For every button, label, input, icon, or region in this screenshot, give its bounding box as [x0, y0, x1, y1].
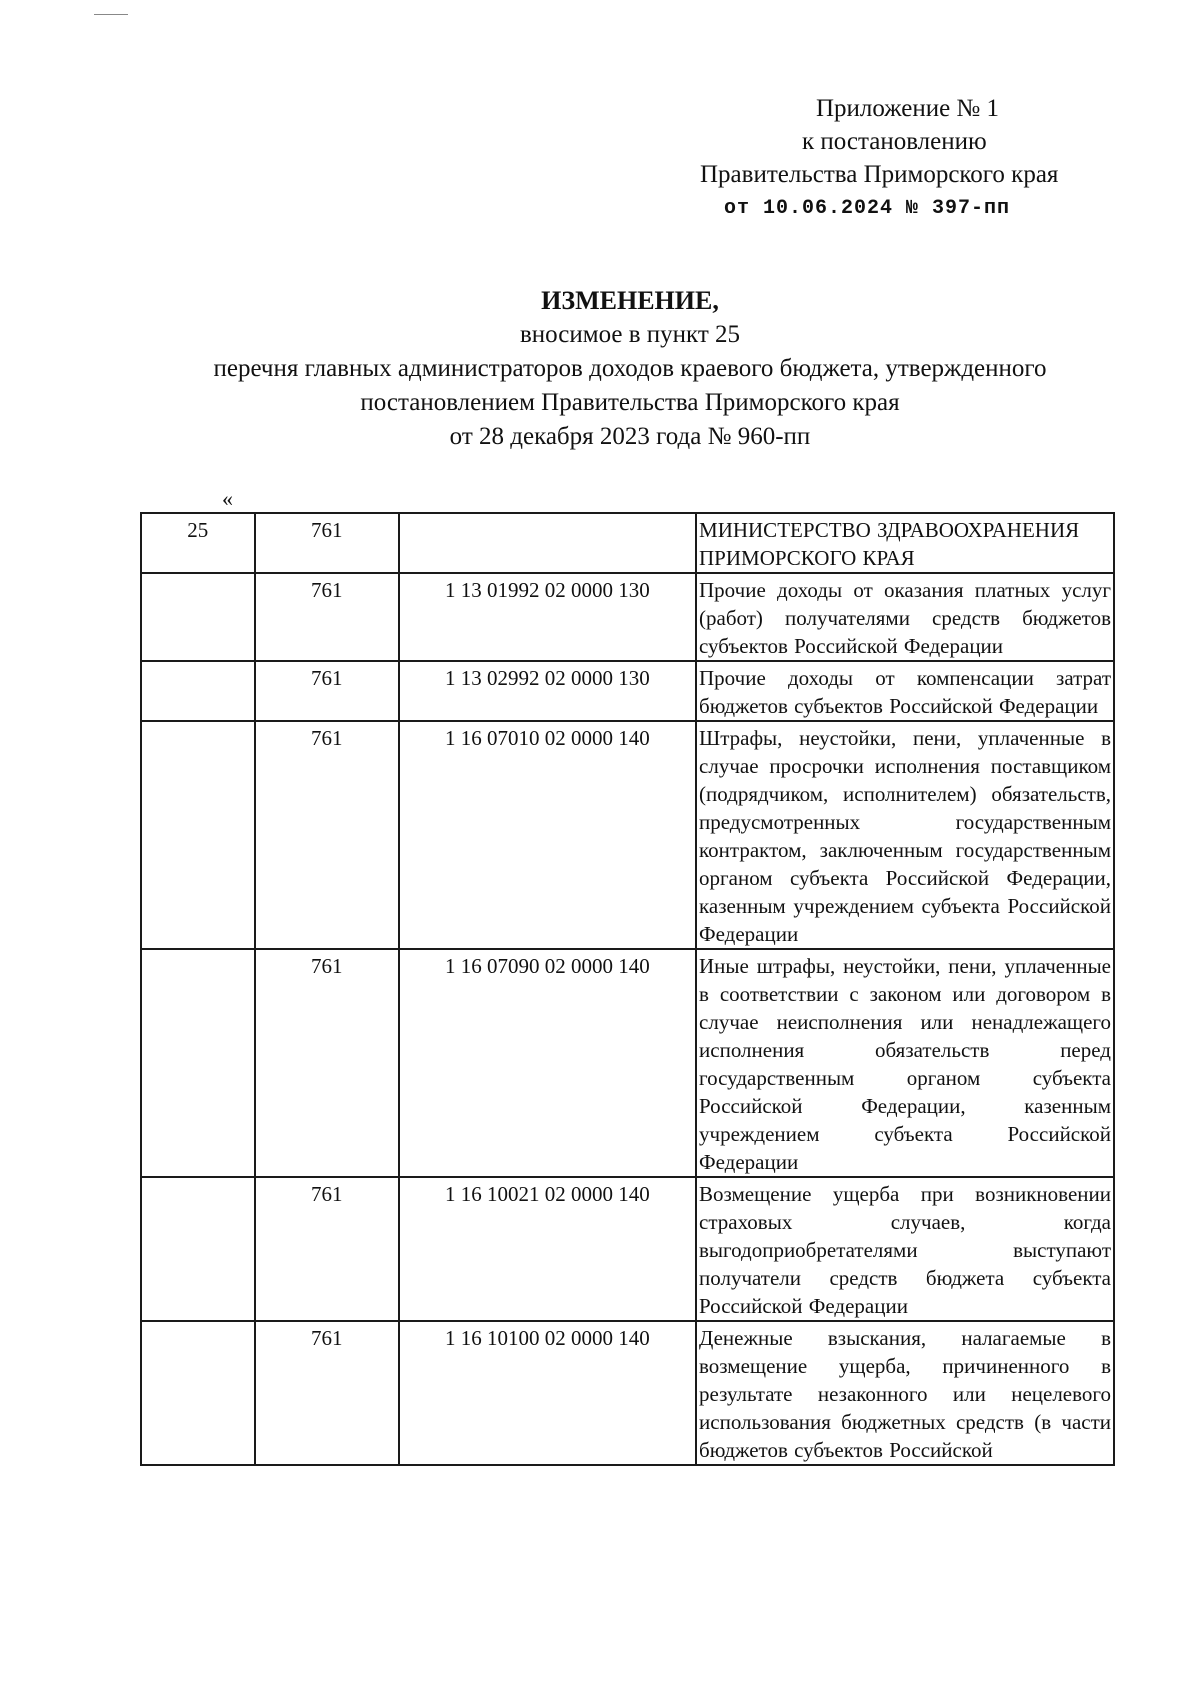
admin-code-cell: 761	[255, 1321, 399, 1465]
heading-line-2: вносимое в пункт 25	[519, 321, 741, 348]
admin-code-cell: 761	[255, 661, 399, 721]
revenue-code-cell: 1 16 10021 02 0000 140	[399, 1177, 696, 1321]
admin-code-cell: 761	[255, 949, 399, 1177]
revenue-code-cell: 1 16 07090 02 0000 140	[399, 949, 696, 1177]
appendix-block	[700, 92, 1120, 225]
scan-mark	[94, 14, 128, 15]
row-number-cell: 25	[141, 513, 255, 573]
revenue-code-cell: 1 16 10100 02 0000 140	[399, 1321, 696, 1465]
heading-line-3: перечня главных администраторов доходов краевого бюджета, утвержденного	[213, 355, 1047, 382]
admin-code-cell: 761	[255, 1177, 399, 1321]
table-row	[141, 721, 1114, 949]
revenue-table	[140, 512, 1115, 1466]
appendix-line-2: к постановлению	[802, 128, 987, 155]
admin-code-cell: 761	[255, 513, 399, 573]
table-row	[141, 1321, 1114, 1465]
row-number-cell	[141, 1177, 255, 1321]
heading-line-4: постановлением Правительства Приморского края	[360, 389, 900, 416]
table-row	[141, 573, 1114, 661]
revenue-code-cell: 1 13 01992 02 0000 130	[399, 573, 696, 661]
heading-title: ИЗМЕНЕНИЕ,	[541, 286, 719, 315]
table-row	[141, 661, 1114, 721]
appendix-line-1: Приложение № 1	[816, 95, 1000, 122]
row-number-cell	[141, 949, 255, 1177]
row-number-cell	[141, 1321, 255, 1465]
document-heading	[100, 284, 1160, 454]
revenue-name-cell: Штрафы, неустойки, пени, уплаченные в случае просрочки исполнения поставщиком (подрядчиком, исполнителем) обязательств, предусмотренных государственным контрактом, заключенным государственным органом субъекта Российской Федерации, казенным учреждением субъекта Российской Федерации	[696, 721, 1114, 949]
row-number-cell	[141, 573, 255, 661]
revenue-code-cell: 1 16 07010 02 0000 140	[399, 721, 696, 949]
opening-quote: «	[222, 486, 233, 511]
revenue-name-cell: Иные штрафы, неустойки, пени, уплаченные в соответствии с законом или договором в случае неисполнения или ненадлежащего исполнения обязательств перед государственным органом субъекта Российской Федерации, казенным учреждением субъекта Российской Федерации	[696, 949, 1114, 1177]
appendix-line-3: Правительства Приморского края	[700, 161, 1059, 188]
revenue-code-cell: 1 13 02992 02 0000 130	[399, 661, 696, 721]
revenue-name-cell: Прочие доходы от оказания платных услуг (работ) получателями средств бюджетов субъектов Российской Федерации	[696, 573, 1114, 661]
admin-code-cell: 761	[255, 573, 399, 661]
row-number-cell	[141, 721, 255, 949]
heading-line-5: от 28 декабря 2023 года № 960-пп	[449, 423, 811, 450]
revenue-name-cell: Денежные взыскания, налагаемые в возмещение ущерба, причиненного в результате незаконного или нецелевого использования бюджетных средств (в части бюджетов субъектов Российской	[696, 1321, 1114, 1465]
revenue-code-cell	[399, 513, 696, 573]
revenue-name-cell: Возмещение ущерба при возникновении страховых случаев, когда выгодоприобретателями выступают получатели средств бюджета субъекта Российской Федерации	[696, 1177, 1114, 1321]
revenue-name-cell: Прочие доходы от компенсации затрат бюджетов субъектов Российской Федерации	[696, 661, 1114, 721]
table-row	[141, 1177, 1114, 1321]
table-row	[141, 513, 1114, 573]
appendix-stamp-date: от 10.06.2024 № 397-пп	[724, 197, 1011, 220]
revenue-name-cell: МИНИСТЕРСТВО ЗДРАВООХРАНЕНИЯ ПРИМОРСКОГО КРАЯ	[696, 513, 1114, 573]
row-number-cell	[141, 661, 255, 721]
admin-code-cell: 761	[255, 721, 399, 949]
table-row	[141, 949, 1114, 1177]
